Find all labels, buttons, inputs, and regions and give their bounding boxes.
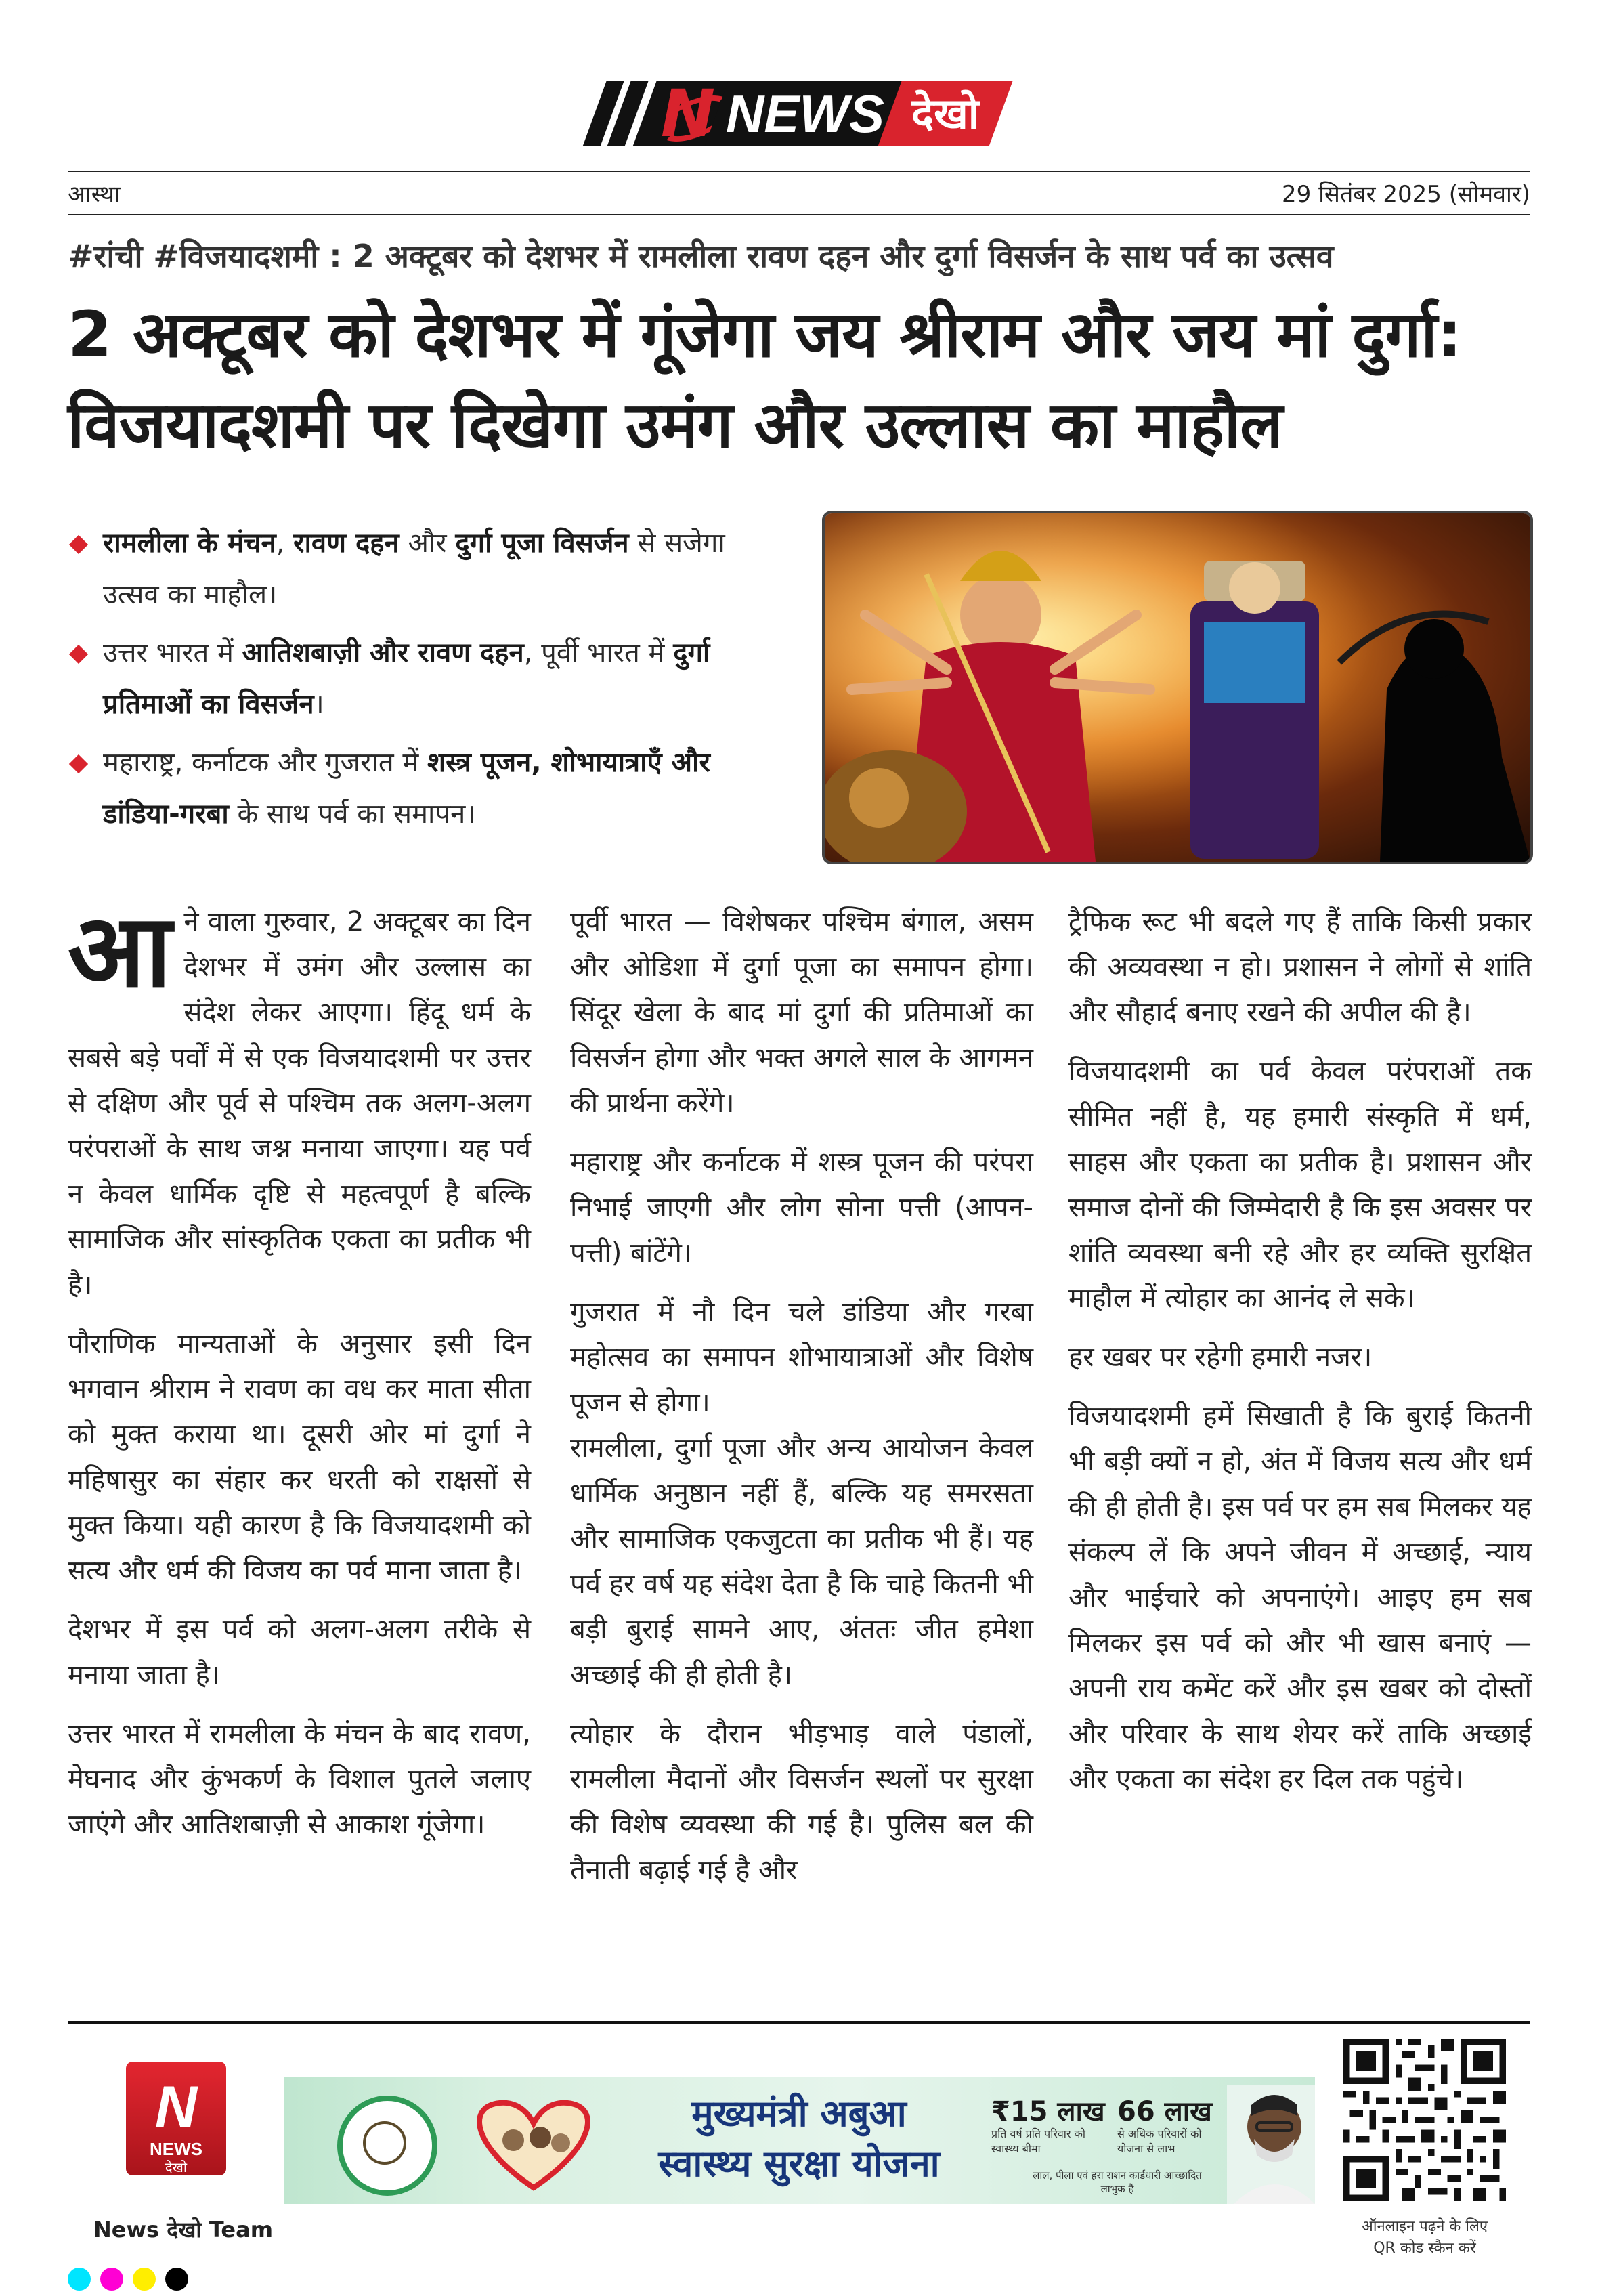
jharkhand-govt-seal-icon bbox=[337, 2096, 437, 2196]
diamond-bullet-icon bbox=[69, 754, 88, 773]
paragraph: रामलीला, दुर्गा पूजा और अन्य आयोजन केवल धार्मिक अनुष्ठान नहीं हैं, बल्कि यह समरसता और सामाजिक एकजुटता का प्रतीक भी हैं। यह पर्व हर वर्ष यह संदेश देता है कि चाहे कितनी भी बड़ी बुराई सामने आए, अंततः जीत हमेशा अच्छाई की ही होती है। bbox=[570, 1432, 1033, 1691]
author-team: News देखो Team bbox=[93, 2217, 274, 2242]
logo-news-word: NEWS bbox=[705, 81, 906, 146]
diamond-bullet-icon bbox=[69, 645, 88, 664]
drop-cap: आ bbox=[68, 893, 172, 1011]
paragraph: गुजरात में नौ दिन चले डांडिया और गरबा महोत्सव का समापन शोभायात्राओं और विशेष पूजन से होगा। bbox=[570, 1296, 1033, 1418]
paragraph: ट्रैफिक रूट भी बदले गए हैं ताकि किसी प्रकार की अव्यवस्था न हो। प्रशासन ने लोगों से शांति और सौहार्द बनाए रखने की अपील की है। bbox=[1068, 906, 1532, 1028]
ad-note: लाल, पीला एवं हरा राशन कार्डधारी आच्छादित लाभुक हैं bbox=[1033, 2169, 1202, 2195]
chief-minister-portrait bbox=[1227, 2085, 1315, 2204]
paragraph: पौराणिक मान्यताओं के अनुसार इसी दिन भगवान श्रीराम ने रावण का वध कर माता सीता को मुक्त कराया था। दूसरी ओर मां दुर्गा ने महिषासुर का संहार कर धरती को राक्षसों से मुक्त किया। यही कारण है कि विजयादशमी को सत्य और धर्म की विजय का पर्व माना जाता है। bbox=[68, 1328, 531, 1586]
kicker-hashtags: #रांची #विजयादशमी : 2 अक्टूबर को देशभर में रामलीला रावण दहन और दुर्गा विसर्जन के साथ पर्व का उत्सव bbox=[68, 238, 1334, 274]
article-column-1 bbox=[68, 893, 531, 1861]
registration-dot bbox=[100, 2268, 123, 2291]
highlight-item: रामलीला के मंचन, रावण दहन और दुर्गा पूजा विसर्जन से सजेगा उत्सव का माहौल। bbox=[68, 517, 785, 620]
highlights-list bbox=[68, 517, 785, 847]
paragraph: आने वाला गुरुवार, 2 अक्टूबर का दिन देशभर में उमंग और उल्लास का संदेश लेकर आएगा। हिंदू धर्म के सबसे बड़े पर्वों में से एक विजयादशमी पर उत्तर से दक्षिण और पूर्व से पश्चिम तक अलग-अलग परंपराओं के साथ जश्न मनाया जाएगा। यह पर्व न केवल धार्मिक दृष्टि से महत्वपूर्ण है बल्कि सामाजिक और सांस्कृतिक एकता का प्रतीक भी है। bbox=[68, 893, 531, 1300]
ad-beneficiaries-caption: से अधिक परिवारों को योजना से लाभ bbox=[1117, 2127, 1202, 2155]
headline-line: विजयादशमी पर दिखेगा उमंग और उल्लास का माहौल bbox=[68, 389, 1282, 463]
headline bbox=[68, 290, 1544, 471]
paragraph: हर खबर पर रहेगी हमारी नजर। bbox=[1068, 1342, 1373, 1373]
article-column-2 bbox=[570, 899, 1033, 1907]
ad-title: मुख्यमंत्री अबुआ स्वास्थ्य सुरक्षा योजना bbox=[658, 2092, 940, 2185]
hero-image-durga-ravan[interactable] bbox=[825, 513, 1530, 862]
section-category[interactable]: आस्था bbox=[68, 181, 121, 208]
header-top-rule bbox=[68, 171, 1530, 172]
registration-dot bbox=[68, 2268, 91, 2291]
highlight-item: उत्तर भारत में आतिशबाज़ी और रावण दहन, पूर्वी भारत में दुर्गा प्रतिमाओं का विसर्जन। bbox=[68, 627, 785, 730]
logo-n-mark: N bbox=[633, 81, 743, 146]
paragraph: महाराष्ट्र और कर्नाटक में शस्त्र पूजन की परंपरा निभाई जाएगी और लोग सोना पत्ती (आपन-पत्ती) बांटेंगे। bbox=[570, 1147, 1033, 1269]
article-column-3 bbox=[1068, 899, 1532, 1816]
registration-dot bbox=[133, 2268, 156, 2291]
highlight-item: महाराष्ट्र, कर्नाटक और गुजरात में शस्त्र पूजन, शोभायात्राएँ और डांडिया-गरबा के साथ पर्व का समापन। bbox=[68, 737, 785, 840]
paragraph: उत्तर भारत में रामलीला के मंचन के बाद रावण, मेघनाद और कुंभकर्ण के विशाल पुतले जलाए जाएंगे और आतिशबाज़ी से आकाश गूंजेगा। bbox=[68, 1718, 531, 1840]
ad-amount-caption: प्रति वर्ष प्रति परिवार को स्वास्थ्य बीमा bbox=[991, 2127, 1086, 2155]
print-registration-dots bbox=[68, 2268, 198, 2293]
news-dekho-logo[interactable] bbox=[588, 76, 1021, 152]
registration-dot bbox=[165, 2268, 188, 2291]
header-bottom-rule bbox=[68, 214, 1530, 215]
paragraph: विजयादशमी हमें सिखाती है कि बुराई कितनी भी बड़ी क्यों न हो, अंत में विजय सत्य और धर्म की ही होती है। इस पर्व पर हम सब मिलकर यह संकल्प लें कि अपने जीवन में अच्छाई, न्याय और भाईचारे को अपनाएंगे। आइए हम सब मिलकर इस पर्व को और भी खास बनाएं — अपनी राय कमेंट करें और इस खबर को दोस्तों और परिवार के साथ शेयर करें ताकि अच्छाई और एकता का संदेश हर दिल तक पहुंचे। bbox=[1068, 1401, 1532, 1795]
hero-illustration bbox=[825, 513, 1530, 862]
footer-news-dekho-logo[interactable]: N NEWS देखो bbox=[126, 2062, 226, 2175]
paragraph: त्योहार के दौरान भीड़भाड़ वाले पंडालों, रामलीला मैदानों और विसर्जन स्थलों पर सुरक्षा की विशेष व्यवस्था की गई है। पुलिस बल की तैनाती बढ़ाई गई है और bbox=[570, 1718, 1033, 1886]
headline-line: 2 अक्टूबर को देशभर में गूंजेगा जय श्रीराम और जय मां दुर्गा: bbox=[68, 298, 1462, 372]
ad-banner-swasthya-yojana[interactable] bbox=[284, 2077, 1315, 2204]
paragraph: पूर्वी भारत — विशेषकर पश्चिम बंगाल, असम और ओडिशा में दुर्गा पूजा का समापन होगा। सिंदूर खेला के बाद मां दुर्गा की प्रतिमाओं का विसर्जन होगा और भक्त अगले साल के आगमन की प्रार्थना करेंगे। bbox=[570, 906, 1033, 1119]
footer-rule bbox=[68, 2021, 1530, 2024]
publish-date: 29 सितंबर 2025 (सोमवार) bbox=[1282, 181, 1530, 208]
logo-dekho-word: देखो bbox=[878, 81, 1013, 146]
paragraph: विजयादशमी का पर्व केवल परंपराओं तक सीमित नहीं है, यह हमारी संस्कृति में धर्म, साहस और एकता का प्रतीक है। प्रशासन और समाज दोनों की जिम्मेदारी है कि इस अवसर पर शांति व्यवस्था बनी रहे और हर व्यक्ति सुरक्षित माहौल में त्योहार का आनंद ले सके। bbox=[1068, 1056, 1532, 1314]
diamond-bullet-icon bbox=[69, 535, 88, 554]
qr-caption: ऑनलाइन पढ़ने के लिए QR कोड स्कैन करें bbox=[1361, 2218, 1488, 2257]
paragraph: देशभर में इस पर्व को अलग-अलग तरीके से मनाया जाता है। bbox=[68, 1614, 531, 1691]
ad-beneficiaries: 66 लाख bbox=[1117, 2096, 1212, 2127]
heart-stethoscope-icon bbox=[459, 2093, 608, 2194]
ad-amount: ₹15 लाख bbox=[991, 2096, 1105, 2127]
qr-code[interactable] bbox=[1343, 2039, 1506, 2201]
